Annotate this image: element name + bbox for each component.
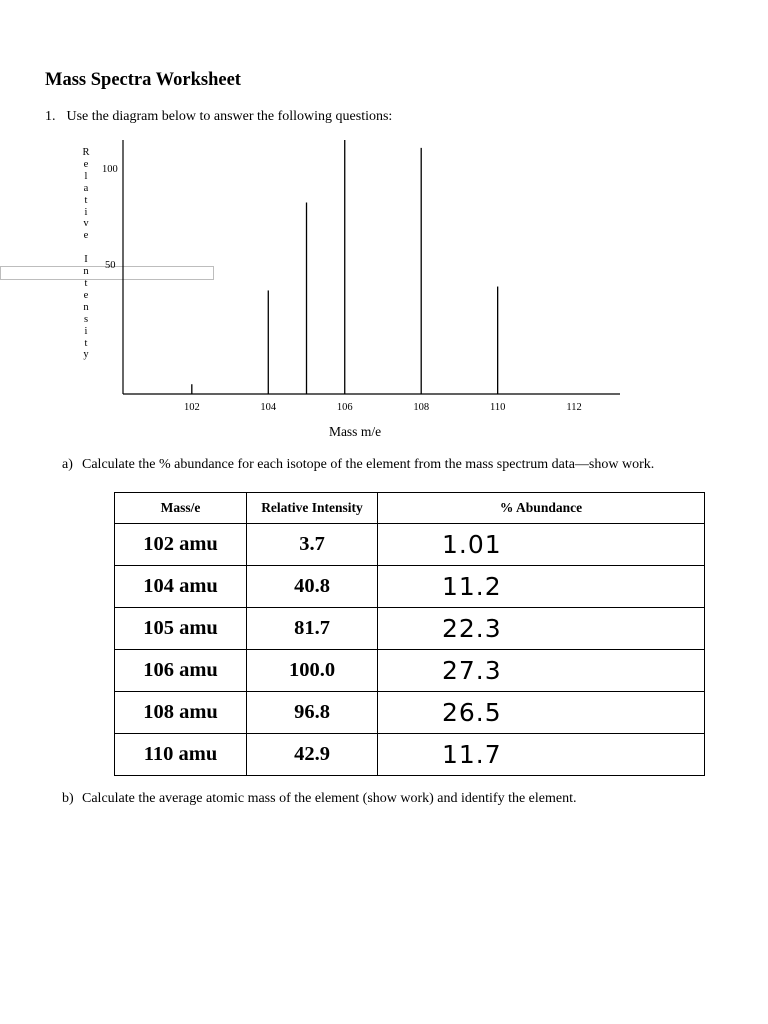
chart-x-axis-label: Mass m/e	[328, 424, 382, 439]
table-row	[115, 608, 705, 650]
question-number: 1.	[45, 109, 56, 124]
cell-intensity: 40.8	[247, 566, 378, 608]
table-row	[115, 734, 705, 776]
x-tick-label-112: 112	[566, 402, 582, 413]
y-tick-label-100: 100	[102, 164, 118, 175]
y-axis-label-letter: a	[83, 182, 89, 194]
cell-abundance-handwritten[interactable]: 11.2	[378, 566, 705, 608]
y-axis-label-letter: e	[83, 230, 89, 242]
x-tick-label-110: 110	[489, 402, 506, 413]
y-axis-label-letter: y	[83, 349, 89, 361]
cell-mass: 106 amu	[115, 650, 247, 692]
part-b-letter: b)	[62, 791, 74, 806]
y-axis-label-letter: t	[84, 277, 88, 289]
y-axis-label-letter: i	[84, 325, 88, 337]
part-b-text: Calculate the average atomic mass of the element (show work) and identify the element.	[82, 791, 577, 806]
isotope-data-table	[114, 492, 705, 776]
header-relative-intensity: Relative Intensity	[247, 493, 378, 524]
y-axis-label-letter: n	[83, 266, 89, 278]
cell-mass: 104 amu	[115, 566, 247, 608]
worksheet-title: Mass Spectra Worksheet	[45, 70, 241, 90]
y-axis-label-letter: e	[83, 158, 89, 170]
part-a-letter: a)	[62, 457, 73, 472]
x-tick-label-106: 106	[336, 402, 353, 413]
y-axis-label-letter: v	[83, 218, 89, 230]
cell-mass: 110 amu	[115, 734, 247, 776]
x-tick-label-108: 108	[413, 402, 430, 413]
part-a-prompt	[62, 457, 654, 473]
y-axis-label-letter: i	[84, 206, 88, 218]
cell-abundance-handwritten[interactable]: 27.3	[378, 650, 705, 692]
cell-mass: 102 amu	[115, 524, 247, 566]
cell-intensity: 96.8	[247, 692, 378, 734]
table-row	[115, 692, 705, 734]
y-tick-label-50: 50	[105, 260, 116, 271]
part-a-text: Calculate the % abundance for each isotope of the element from the mass spectrum data—show work.	[82, 457, 655, 472]
cell-mass: 105 amu	[115, 608, 247, 650]
cell-intensity: 3.7	[247, 524, 378, 566]
cell-mass: 108 amu	[115, 692, 247, 734]
cell-abundance-handwritten[interactable]: 11.7	[378, 734, 705, 776]
cell-intensity: 81.7	[247, 608, 378, 650]
cell-abundance-handwritten[interactable]: 1.01	[378, 524, 705, 566]
header-mass: Mass/e	[115, 493, 247, 524]
cell-abundance-handwritten[interactable]: 26.5	[378, 692, 705, 734]
y-axis-label-letter: n	[83, 301, 89, 313]
question-text: Use the diagram below to answer the following questions:	[66, 109, 393, 124]
x-tick-label-102: 102	[183, 402, 200, 413]
cell-intensity: 100.0	[247, 650, 378, 692]
part-b-prompt	[62, 791, 576, 807]
y-axis-label-letter: l	[84, 170, 88, 182]
mass-spectrum-chart	[0, 0, 768, 440]
y-axis-label-letter: R	[82, 147, 90, 158]
y-axis-label-letter: e	[83, 289, 89, 301]
x-tick-label-104: 104	[260, 402, 277, 413]
cell-abundance-handwritten[interactable]: 22.3	[378, 608, 705, 650]
y-axis-label-letter: s	[83, 313, 89, 325]
y-axis-label-letter: t	[84, 337, 88, 349]
cell-intensity: 42.9	[247, 734, 378, 776]
y-axis-label-letter: I	[84, 254, 88, 266]
table-row	[115, 566, 705, 608]
table-header-row	[115, 493, 705, 524]
header-percent-abundance: % Abundance	[378, 493, 705, 524]
table-row	[115, 524, 705, 566]
y-axis-label-letter: t	[84, 194, 88, 206]
table-row	[115, 650, 705, 692]
